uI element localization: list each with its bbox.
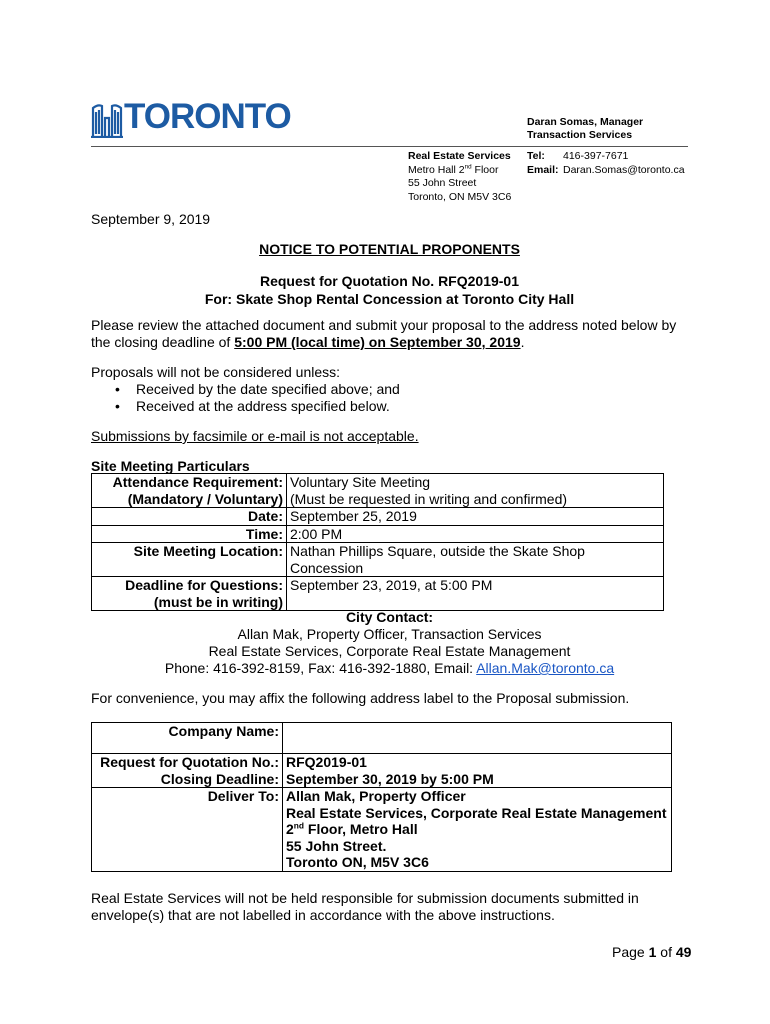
row-value: Nathan Phillips Square, outside the Skate Shop Concession [287, 543, 664, 577]
page-number: Page 1 of 49 [612, 944, 692, 960]
intro-paragraph: Please review the attached document and submit your proposal to the address noted below by the closing deadline of 5:00 PM (local time) on September 30, 2019. [91, 317, 677, 350]
logo-wordmark: TORONTO [124, 97, 291, 136]
office-name: Real Estate Services [408, 150, 511, 162]
row-label: Attendance Requirement: (Mandatory / Voluntary) [92, 474, 287, 508]
city-contact-block [91, 609, 688, 677]
closing-note: Real Estate Services will not be held responsible for submission documents submitted in envelope(s) that are not labelled in accordance with the above instructions. [91, 890, 639, 923]
city-hall-icon [91, 96, 123, 138]
row-label: Request for Quotation No.: Closing Deadline: [92, 754, 283, 788]
rfq-subject: For: Skate Shop Rental Concession at Toronto City Hall [204, 291, 575, 307]
row-label: Company Name: [92, 723, 283, 754]
convenience-note: For convenience, you may affix the following address label to the Proposal submission. [91, 690, 630, 706]
header-divider [91, 146, 688, 147]
conditions-intro: Proposals will not be considered unless: [91, 364, 341, 380]
office-floor: Metro Hall 2nd Floor [408, 163, 499, 176]
row-label: Deliver To: [92, 788, 283, 872]
notice-title: NOTICE TO POTENTIAL PROPONENTS [259, 241, 520, 257]
condition-item: • Received by the date specified above; and [91, 381, 691, 398]
office-address [408, 150, 511, 204]
table-row [92, 474, 664, 508]
manager-contact [527, 150, 685, 177]
office-city: Toronto, ON M5V 3C6 [408, 190, 512, 203]
manager-dept: Transaction Services [527, 129, 633, 141]
city-contact-dept: Real Estate Services, Corporate Real Estate Management [208, 643, 571, 659]
city-contact-name: Allan Mak, Property Officer, Transaction Services [237, 626, 542, 642]
letter-date: September 9, 2019 [91, 211, 211, 227]
rfq-heading [91, 272, 688, 308]
table-row [92, 543, 664, 577]
city-contact-phone: Phone: 416-392-8159, Fax: 416-392-1880, Email: Allan.Mak@toronto.ca [164, 660, 615, 676]
company-name-cell[interactable] [283, 723, 672, 754]
fax-note: Submissions by facsimile or e-mail is not acceptable. [91, 428, 419, 444]
contact-email-link[interactable]: Allan.Mak@toronto.ca [476, 660, 615, 676]
manager-name: Daran Somas, Manager [527, 116, 644, 128]
manager-email: Email: Daran.Somas@toronto.ca [527, 163, 685, 176]
office-street: 55 John Street [408, 177, 477, 189]
row-label: Date: [92, 508, 287, 526]
row-value: Voluntary Site Meeting (Must be requested in writing and confirmed) [287, 474, 664, 508]
conditions-block [91, 364, 691, 415]
toronto-logo [91, 96, 291, 140]
manager-block [527, 116, 643, 142]
table-row [92, 577, 664, 611]
rfq-number: Request for Quotation No. RFQ2019-01 [259, 273, 520, 289]
table-row [92, 723, 672, 754]
row-label: Site Meeting Location: [92, 543, 287, 577]
table-row [92, 508, 664, 526]
condition-item: • Received at the address specified below. [91, 398, 691, 415]
row-value: RFQ2019-01 September 30, 2019 by 5:00 PM [283, 754, 672, 788]
site-meeting-heading: Site Meeting Particulars [91, 458, 250, 474]
table-row [92, 754, 672, 788]
row-value: 2:00 PM [287, 525, 664, 543]
manager-tel: Tel: 416-397-7671 [527, 150, 629, 162]
row-label: Deadline for Questions: (must be in writing) [92, 577, 287, 611]
table-row [92, 788, 672, 872]
site-meeting-table [91, 473, 664, 611]
closing-deadline-text: 5:00 PM (local time) on September 30, 2019 [234, 334, 521, 350]
row-value: September 23, 2019, at 5:00 PM [287, 577, 664, 611]
row-value: September 25, 2019 [287, 508, 664, 526]
row-value: Allan Mak, Property Officer Real Estate Services, Corporate Real Estate Management 2nd Floor, Metro Hall 55 John Street. Toronto ON, M5V 3C6 [283, 788, 672, 872]
table-row [92, 525, 664, 543]
address-label-table [91, 722, 672, 872]
row-label: Time: [92, 525, 287, 543]
city-contact-heading: City Contact: [345, 609, 434, 625]
